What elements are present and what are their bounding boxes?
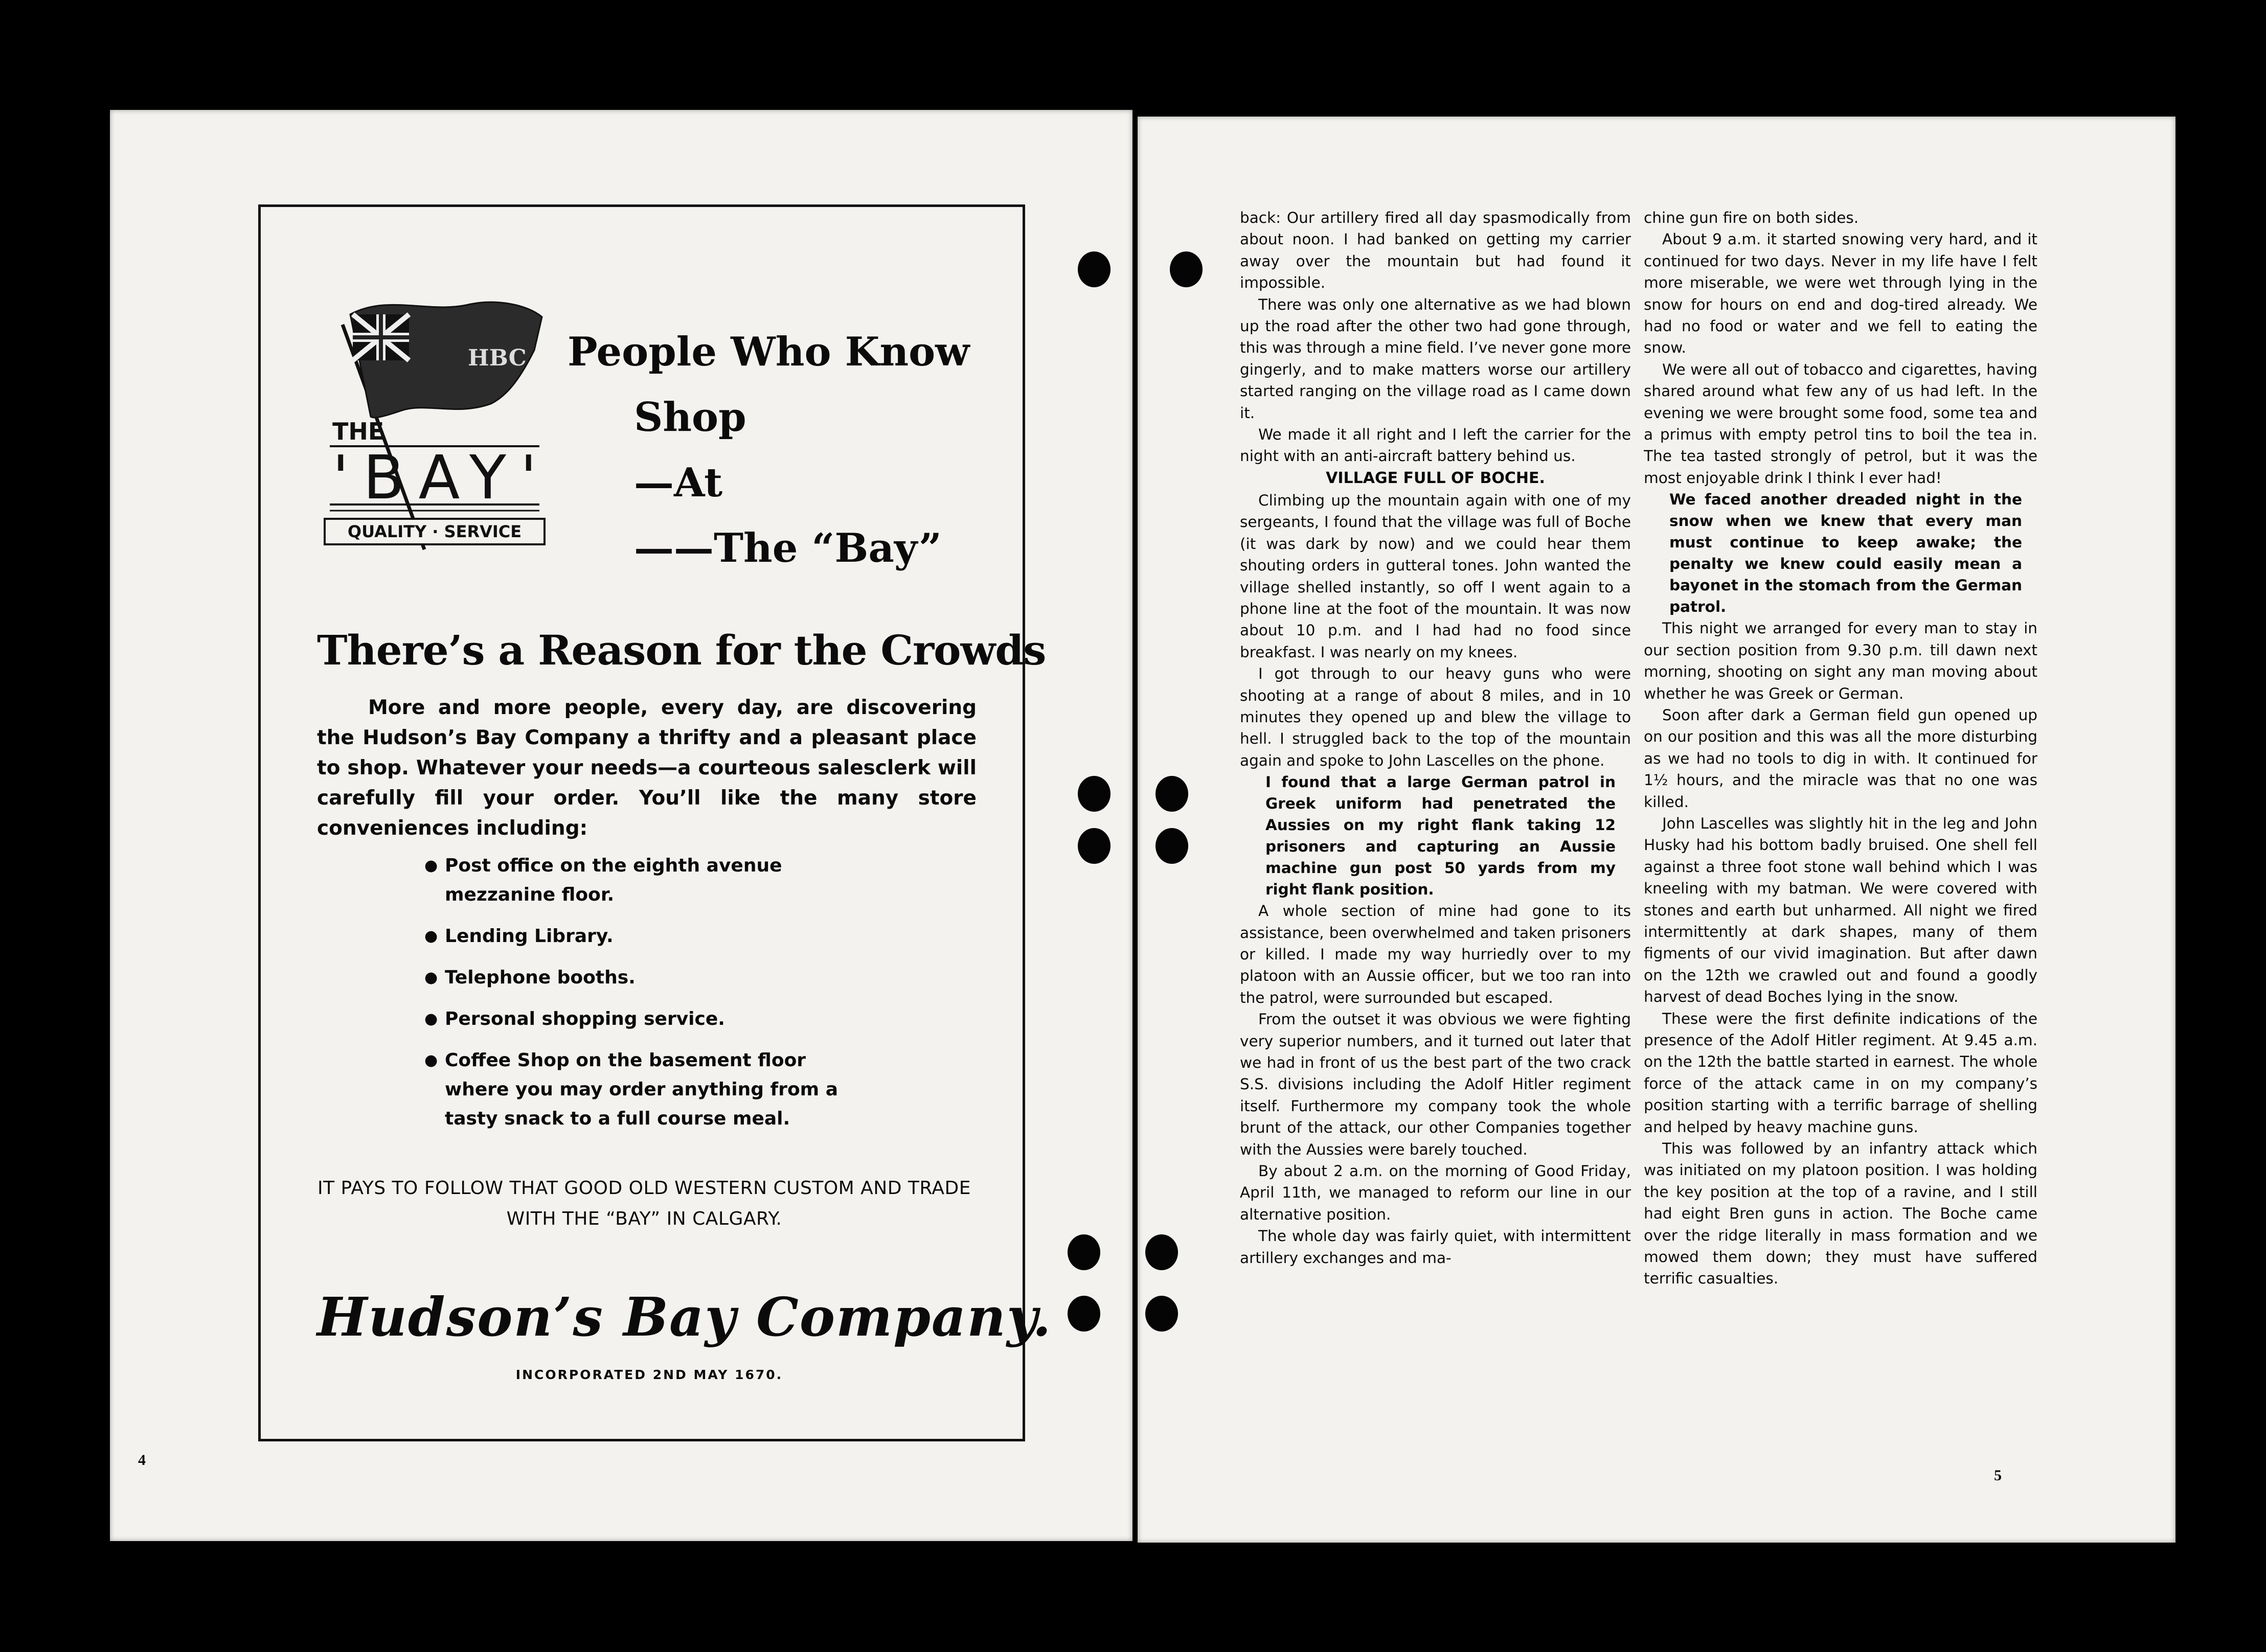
page-number-right: 5 [1994,1467,2002,1484]
incorporation-date: INCORPORATED 2ND MAY 1670. [515,1367,783,1382]
paragraph: These were the first definite indications of the presence of the Adolf Hitler regiment. At 9.45 a.m. on the 12th the battle started in earnest. The whole force of the attack came in on my company’s position starting with a terrific barrage of shelling and helped by heavy machine guns. [1644,1009,2037,1136]
paragraph: By about 2 a.m. on the morning of Good Friday, April 11th, we managed to reform our line in our alternative position. [1240,1162,1631,1223]
list-item: ● Coffee Shop on the basement floor where you may order anything from a tasty snack to a full course meal. [424,1046,864,1133]
hudsons-bay-advertisement [258,204,1052,1441]
flag-monogram: HBC [468,345,527,371]
punch-hole [1078,251,1111,287]
the-bay-logo [322,294,547,560]
logo-the: THE [332,418,384,445]
paragraph: A whole section of mine had gone to its assistance, been overwhelmed and taken prisoners or killed. I made my way hurriedly over to my platoon with an Aussie officer, but we too ran into the patrol, were surrounded but escaped. [1240,902,1631,1006]
punch-hole [1078,828,1111,864]
paragraph: back: Our artillery fired all day spasmodically from about noon. I had banked on getting my carrier away over the mountain but had found it impossible. [1240,209,1631,292]
company-signature: Hudson’s Bay Company. [317,1286,1052,1348]
punch-hole [1068,1296,1100,1332]
punch-hole [1078,776,1111,812]
list-item: ● Personal shopping service. [424,1004,864,1034]
headline-line: People Who Know [568,329,970,375]
headline-line: ——The “Bay” [634,525,942,571]
punch-hole [1155,776,1188,812]
union-jack-icon [353,314,409,360]
logo-bay: 'BAY' [332,442,537,513]
page-number-left: 4 [138,1452,146,1469]
paragraph: I got through to our heavy guns who were shooting at a range of about 8 miles, and in 10 minutes they opened up and blew the village to hell. I struggled back to the top of the mountain again and spoke to John Lascelles on the phone. [1240,665,1631,769]
list-item: ● Post office on the eighth avenue mezzanine floor. [424,851,864,909]
article-column-2 [1644,207,2037,1290]
list-item: ● Lending Library. [424,922,864,951]
headline-line: Shop [634,394,746,441]
paragraph: Soon after dark a German field gun opened up on our position and this was all the more disturbing as we had no tools to dig in with. It continued for 1½ hours, and the miracle was that no one was killed. [1644,706,2037,811]
ad-tagline: IT PAYS TO FOLLOW THAT GOOD OLD WESTERN CUSTOM AND TRADE WITH THE “BAY” IN CALGARY. [317,1178,971,1229]
punch-hole [1145,1296,1178,1332]
punch-hole [1170,251,1203,287]
paragraph: There was only one alternative as we had blown up the road after the other two had gone through, this was through a mine field. I’ve never gone more gingerly, and to make matters worse our artillery started ranging on the village road as I came down it. [1240,295,1631,422]
article-column-1 [1240,207,1631,1269]
ad-body-text: More and more people, every day, are discovering the Hudson’s Bay Company a thrifty and a pleasant place to shop. Whatever your needs—a courteous salesclerk will carefully fill your order. You’ll like the many store conveniences including: [317,696,977,840]
paragraph: This was followed by an infantry attack which was initiated on my platoon position. I was holding the key position at the top of a ravine, and I still had eight Bren guns in action. The Boche came over the ridge literally in mass formation and we mowed them down; they must have suffered terrific casualties. [1644,1140,2037,1288]
ad-headline [568,319,1007,581]
section-heading: VILLAGE FULL OF BOCHE. [1326,469,1545,487]
list-item: ● Telephone booths. [424,963,864,992]
bold-pullquote: I found that a large German patrol in Greek uniform had penetrated the Aussies on my right flank taking 12 prisoners and capturing an Aussie machine gun post 50 yards from my right flank position. [1265,773,1616,899]
paragraph: From the outset it was obvious we were fighting very superior numbers, and it turned out later that we had in front of us the best part of the two crack S.S. divisions including the Adolf Hitler regiment itself. Furthermore my company took the whole brunt of the attack, our other Companies together with the Aussies were barely touched. [1240,1011,1631,1158]
paragraph: John Lascelles was slightly hit in the leg and John Husky had his bottom badly bruised. One shell fell against a three foot stone wall behind which I was kneeling with my batman. We were covered with stones and earth but unharmed. All night we fired intermittently at dark shapes, many of them figments of our vivid imagination. But after dawn on the 12th we crawled out and found a goodly harvest of dead Boches lying in the snow. [1644,814,2037,1006]
headline-line: —At [634,460,723,506]
paragraph: About 9 a.m. it started snowing very hard, and it continued for two days. Never in my life have I felt more miserable, we were wet through lying in the snow for hours on end and dog-tired already. We had no food or water and we fell to eating the snow. [1644,231,2037,357]
punch-hole [1145,1234,1178,1270]
ad-subhead: There’s a Reason for the Crowds [317,626,1046,674]
punch-hole [1155,828,1188,864]
paragraph: Climbing up the mountain again with one of my sergeants, I found that the village was full of Boche (it was dark by now) and we could hear them shouting orders in gutteral tones. John wanted the village shelled instantly, so off I went again to a phone line at the foot of the mountain. It was now about 10 p.m. and I had had no food since breakfast. I was nearly on my knees. [1240,491,1631,661]
paragraph: This night we arranged for every man to stay in our section position from 9.30 p.m. till dawn next morning, shooting on sight any man moving about whether he was Greek or German. [1644,620,2037,702]
paragraph: We were all out of tobacco and cigarettes, having shared around what few any of us had left. In the evening we were brought some food, some tea and a primus with empty petrol tins to boil the tea in. The tea tasted strongly of petrol, but it was the most enjoyable drink I think I ever had! [1644,360,2037,487]
paragraph: The whole day was fairly quiet, with intermittent artillery exchanges and ma- [1240,1227,1631,1267]
paragraph: We made it all right and I left the carrier for the night with an anti-aircraft battery behind us. [1240,426,1631,465]
bold-pullquote: We faced another dreaded night in the snow when we knew that every man must continue to keep awake; the penalty we knew could easily mean a bayonet in the stomach from the German patrol. [1669,491,2022,616]
store-conveniences-list [424,851,864,1145]
paragraph: chine gun fire on both sides. [1644,209,1859,226]
logo-quality-service: QUALITY · SERVICE [347,522,522,541]
punch-hole [1068,1234,1100,1270]
